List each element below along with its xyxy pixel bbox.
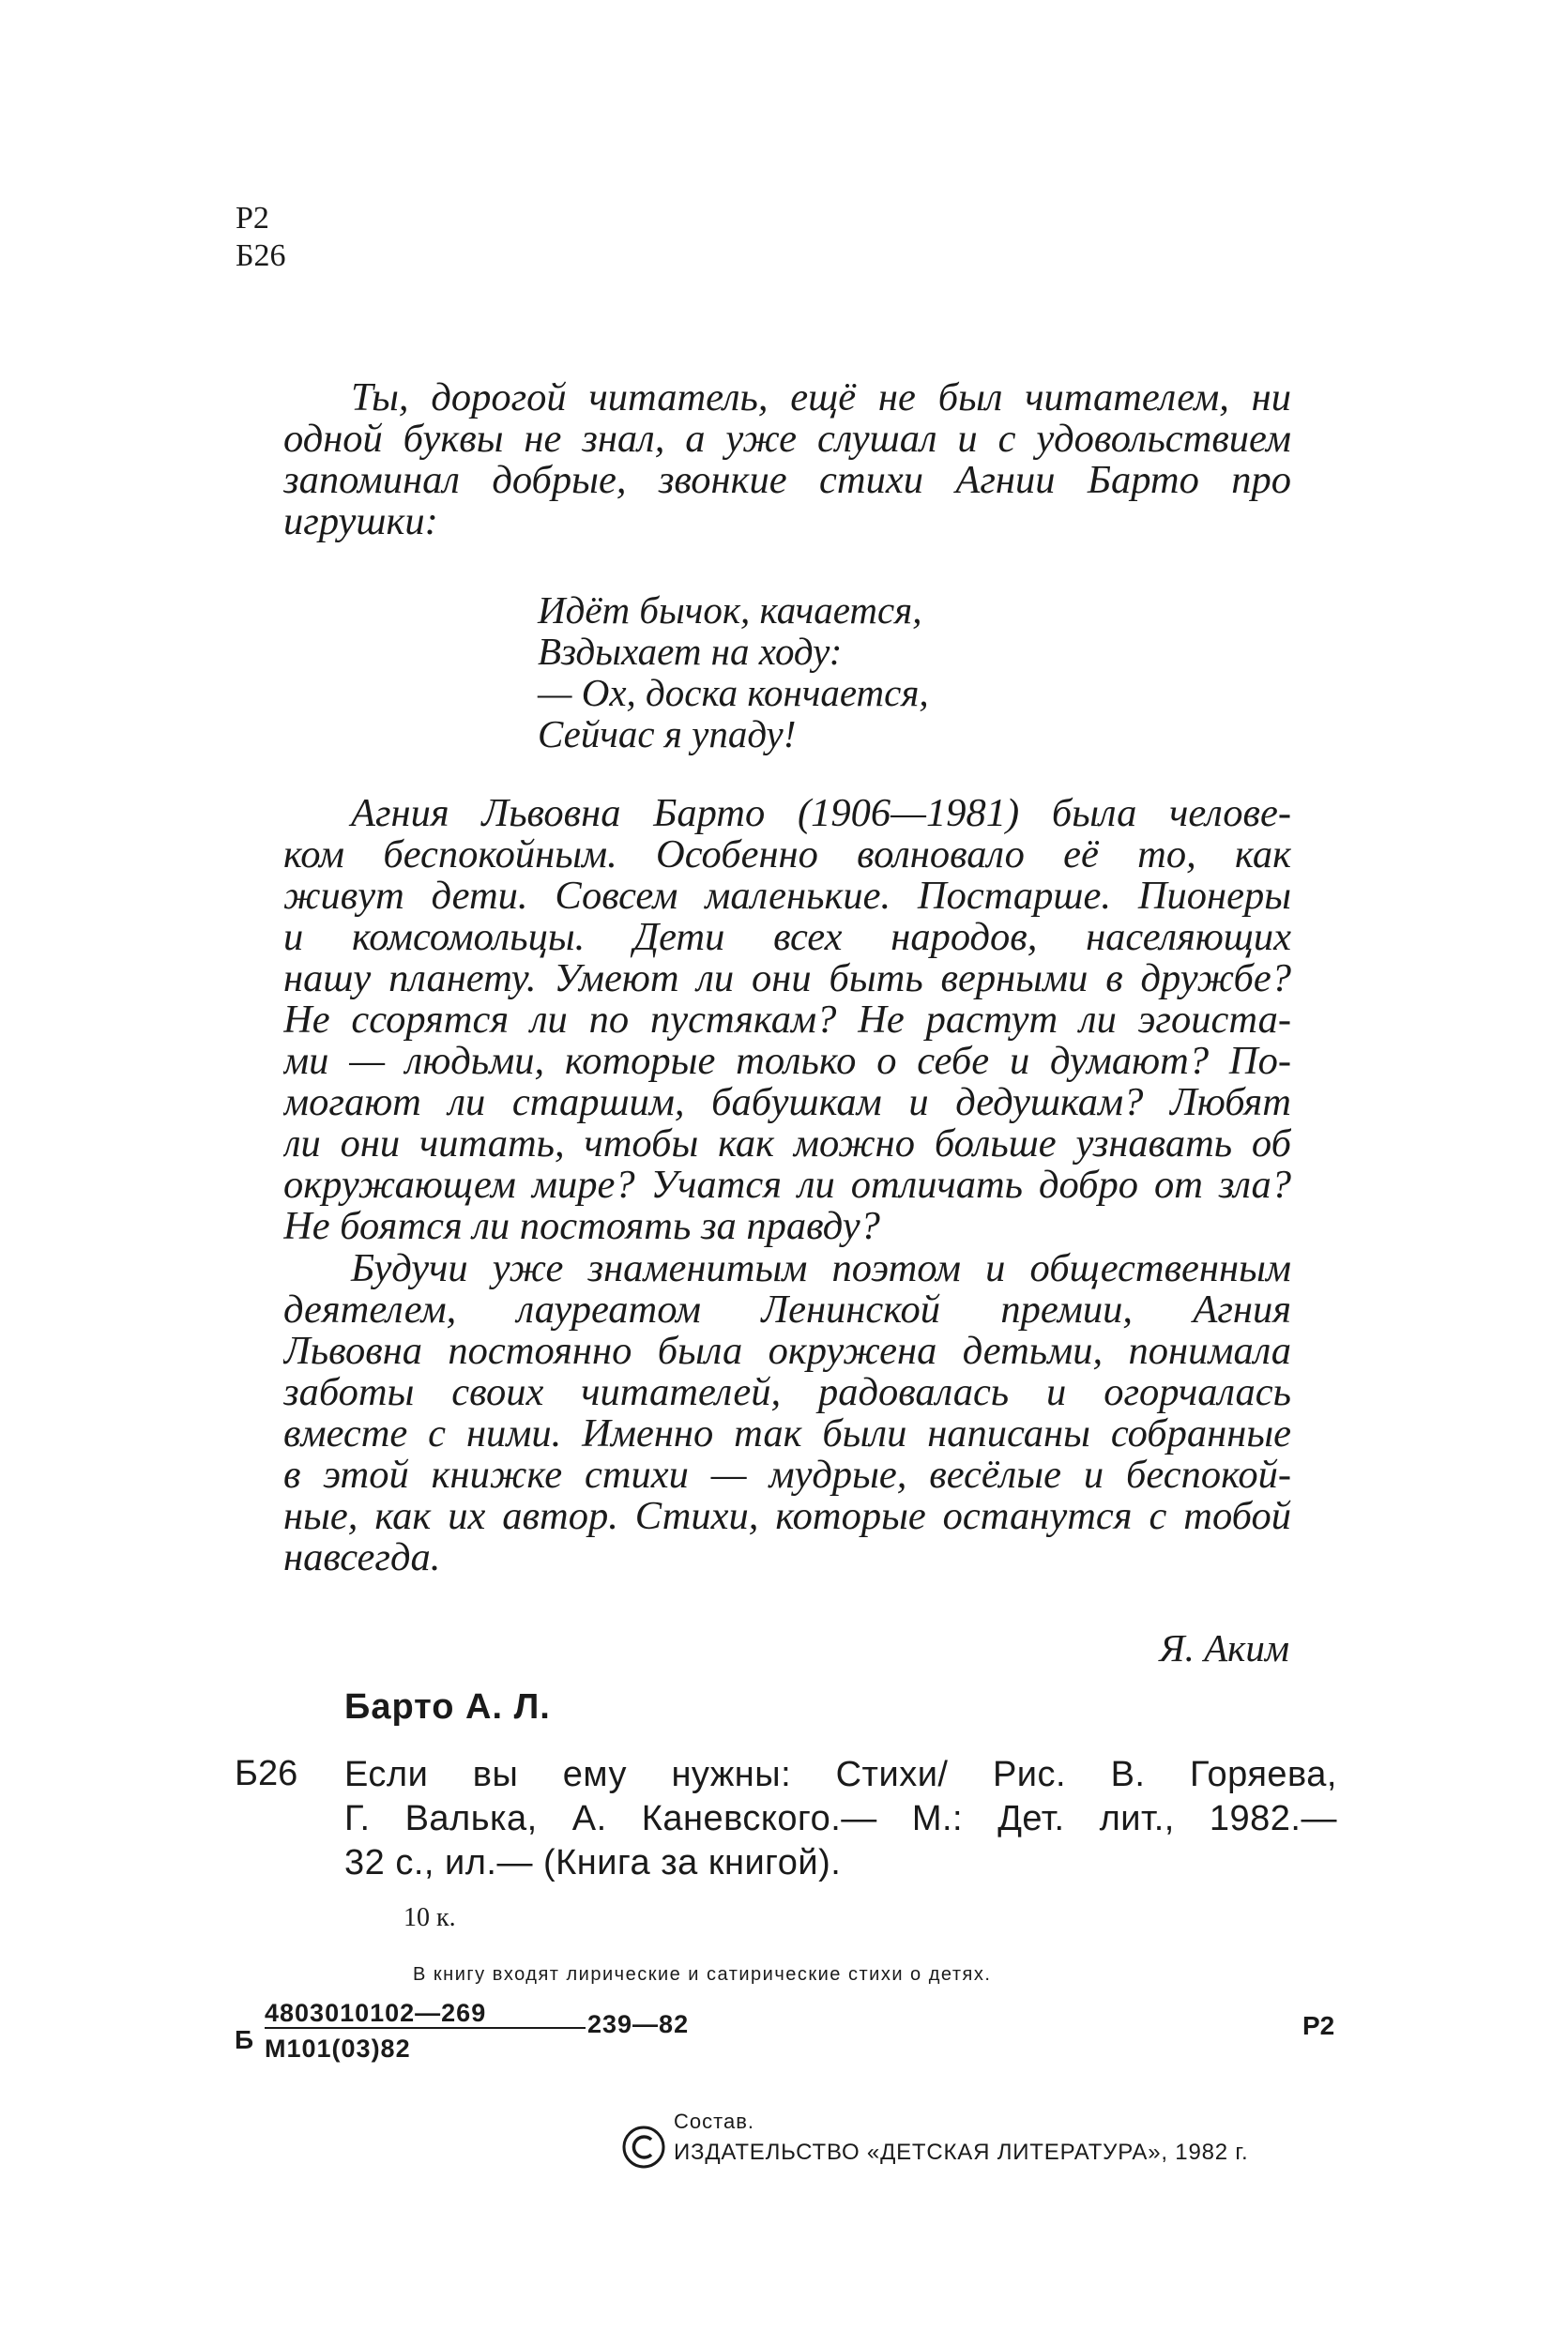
paragraph-line: живут дети. Совсем маленькие. Постарше. Пионеры (283, 876, 1291, 917)
poem-quote (538, 589, 929, 754)
paragraph-line: нашу планету. Умеют ли они быть верными в дружбе? (283, 958, 1291, 999)
paragraph-line: в этой книжке стихи — мудрые, весёлые и беспокой- (283, 1455, 1291, 1496)
code-number: 239—82 (587, 2010, 690, 2038)
poem-line: Вздыхает на ходу: (538, 630, 843, 673)
fraction-bar (265, 2027, 586, 2029)
poem-line: Сейчас я упаду! (538, 712, 797, 755)
code-denominator: М101(03)82 (265, 2035, 411, 2063)
bibliography-line: Г. Валька, А. Каневского.— М.: Дет. лит., 1982.— (344, 1799, 1337, 1838)
intro-line: игрушки: (283, 501, 438, 542)
price: 10 к. (403, 1903, 456, 1932)
paragraph-line: могают ли старшим, бабушкам и дедушкам? Любят (283, 1082, 1291, 1123)
achievements-paragraph (283, 1248, 1291, 1578)
poem-line: — Ох, доска кончается, (538, 671, 929, 714)
paragraph-line: вместе с ними. Именно так были написаны собранные (283, 1413, 1291, 1455)
copyright-icon (621, 2125, 666, 2170)
classification-index (236, 200, 286, 275)
code-letter: Б (235, 2025, 254, 2054)
intro-paragraph (283, 377, 1291, 542)
copyright-label: Состав. (674, 2110, 754, 2133)
bibliography-description (344, 1753, 1337, 1885)
paragraph-line: Агния Львовна Барто (1906—1981) была челове- (351, 793, 1291, 834)
paragraph-line: деятелем, лауреатом Ленинской премии, Агния (283, 1289, 1291, 1331)
paragraph-line: ми — людьми, которые только о себе и думают? По- (283, 1041, 1291, 1082)
paragraph-line: Будучи уже знаменитым поэтом и общественным (351, 1248, 1291, 1289)
intro-line: Ты, дорогой читатель, ещё не был читателем, ни (351, 377, 1291, 419)
paragraph-line: Не ссорятся ли по пустякам? Не растут ли эгоиста- (283, 999, 1291, 1041)
paragraph-line: окружающем мире? Учатся ли отличать добро от зла? (283, 1165, 1291, 1206)
classification-code: Р2 (236, 201, 269, 236)
paragraph-line: ли они читать, чтобы как можно больше узнавать об (283, 1123, 1291, 1165)
bibliography-line: Если вы ему нужны: Стихи/ Рис. В. Горяева, (344, 1755, 1337, 1794)
bibliography-index: Б26 (235, 1754, 298, 1793)
paragraph-line: Львовна постоянно была окружена детьми, понимала (283, 1331, 1291, 1372)
signature: Я. Аким (1159, 1626, 1289, 1669)
code-class: Р2 (1302, 2011, 1335, 2040)
paragraph-line: Не боятся ли постоять за правду? (283, 1206, 880, 1247)
biography-paragraph (283, 793, 1291, 1247)
copyright-publisher: ИЗДАТЕЛЬСТВО «ДЕТСКАЯ ЛИТЕРАТУРА», 1982 г. (674, 2140, 1249, 2165)
annotation: В книгу входят лирические и сатирические стихи о детях. (413, 1964, 992, 1985)
bibliography-line: 32 с., ил.— (Книга за книгой). (344, 1843, 842, 1882)
paragraph-line: навсегда. (283, 1537, 441, 1578)
intro-line: одной буквы не знал, а уже слушал и с удовольствием (283, 419, 1291, 460)
paragraph-line: ком беспокойным. Особенно волновало её то, как (283, 834, 1291, 876)
bibliography-author: Барто А. Л. (344, 1687, 551, 1727)
paragraph-line: заботы своих читателей, радовалась и огорчалась (283, 1372, 1291, 1413)
paragraph-line: и комсомольцы. Дети всех народов, населяющих (283, 917, 1291, 958)
intro-line: запоминал добрые, звонкие стихи Агнии Барто про (283, 460, 1291, 501)
paragraph-line: ные, как их автор. Стихи, которые останутся с тобой (283, 1496, 1291, 1537)
classification-author-mark: Б26 (236, 238, 286, 273)
poem-line: Идёт бычок, качается, (538, 588, 922, 632)
code-numerator: 4803010102—269 (265, 1999, 487, 2027)
